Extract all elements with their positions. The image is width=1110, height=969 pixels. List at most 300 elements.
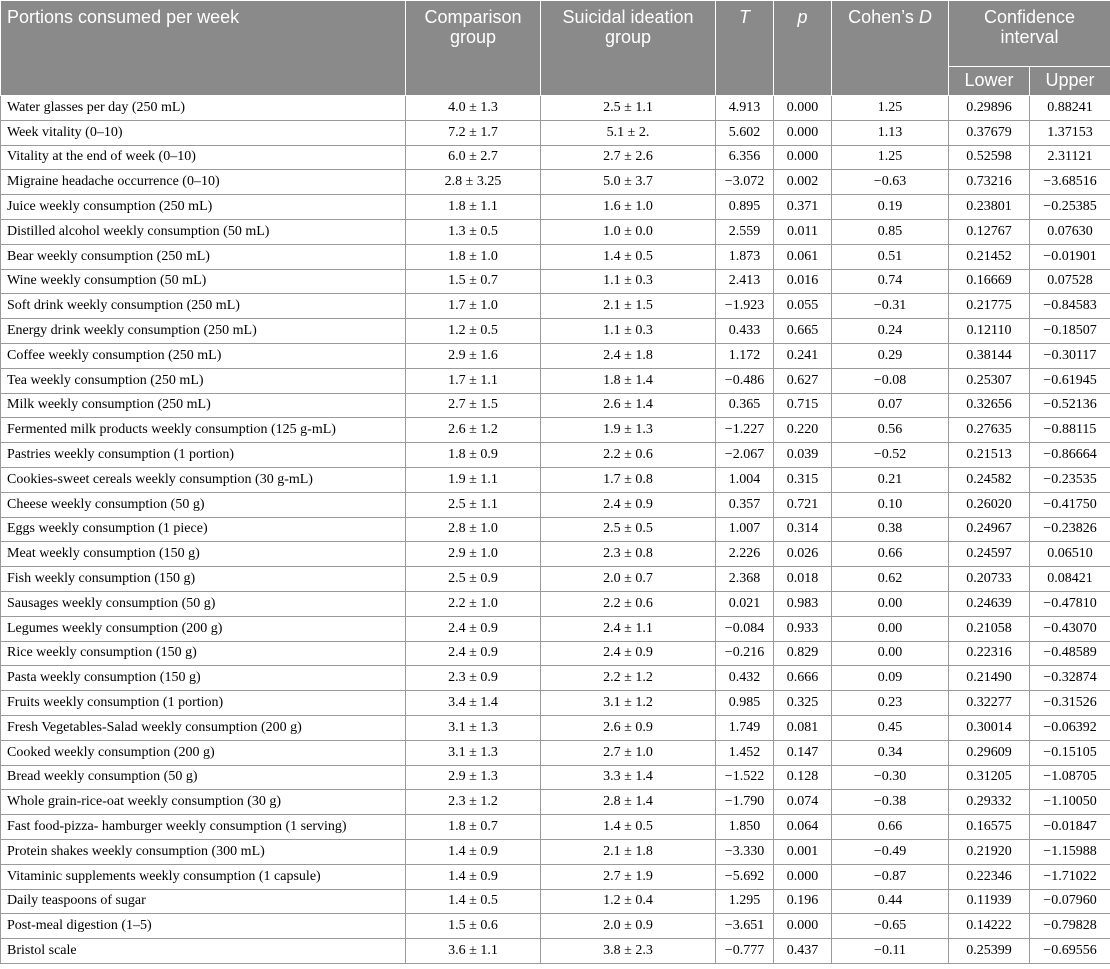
t-value: −2.067 <box>716 443 774 468</box>
table-header <box>1 1 1110 96</box>
ci-upper-value: 0.88241 <box>1030 96 1110 121</box>
comparison-value: 1.2 ± 0.5 <box>406 319 541 344</box>
ci-upper-value: −1.10050 <box>1030 790 1110 815</box>
row-label: Eggs weekly consumption (1 piece) <box>1 517 406 542</box>
suicidal-value: 1.4 ± 0.5 <box>541 244 716 269</box>
p-value: 0.001 <box>774 839 832 864</box>
p-value: 0.000 <box>774 96 832 121</box>
ci-upper-value: 0.07528 <box>1030 269 1110 294</box>
cohens-d-value: 0.00 <box>832 591 949 616</box>
table-row <box>1 790 1110 815</box>
cohens-d-value: −0.87 <box>832 864 949 889</box>
ci-lower-value: 0.24582 <box>949 467 1030 492</box>
row-label: Bear weekly consumption (250 mL) <box>1 244 406 269</box>
ci-upper-value: −0.52136 <box>1030 393 1110 418</box>
p-value: 0.018 <box>774 567 832 592</box>
ci-lower-value: 0.30014 <box>949 715 1030 740</box>
comparison-value: 4.0 ± 1.3 <box>406 96 541 121</box>
suicidal-value: 5.0 ± 3.7 <box>541 170 716 195</box>
ci-upper-value: −0.25385 <box>1030 195 1110 220</box>
row-label: Protein shakes weekly consumption (300 mL) <box>1 839 406 864</box>
table-row <box>1 393 1110 418</box>
table-row <box>1 691 1110 716</box>
comparison-value: 1.4 ± 0.9 <box>406 864 541 889</box>
p-value: 0.371 <box>774 195 832 220</box>
comparison-value: 2.8 ± 3.25 <box>406 170 541 195</box>
ci-upper-value: −1.15988 <box>1030 839 1110 864</box>
ci-lower-value: 0.32656 <box>949 393 1030 418</box>
ci-upper-value: 2.31121 <box>1030 145 1110 170</box>
p-value: 0.983 <box>774 591 832 616</box>
t-value: 2.559 <box>716 219 774 244</box>
comparison-value: 2.2 ± 1.0 <box>406 591 541 616</box>
ci-lower-value: 0.14222 <box>949 914 1030 939</box>
cohens-d-value: 0.62 <box>832 567 949 592</box>
cohens-d-value: −0.31 <box>832 294 949 319</box>
suicidal-value: 3.3 ± 1.4 <box>541 765 716 790</box>
header-portions: Portions consumed per week <box>1 1 406 96</box>
table-row <box>1 443 1110 468</box>
suicidal-value: 2.1 ± 1.5 <box>541 294 716 319</box>
table-row <box>1 889 1110 914</box>
table-row <box>1 368 1110 393</box>
ci-upper-value: −0.06392 <box>1030 715 1110 740</box>
row-label: Water glasses per day (250 mL) <box>1 96 406 121</box>
table-row <box>1 616 1110 641</box>
p-value: 0.829 <box>774 641 832 666</box>
table-row <box>1 765 1110 790</box>
ci-lower-value: 0.25399 <box>949 939 1030 964</box>
ci-upper-value: −0.47810 <box>1030 591 1110 616</box>
cohens-d-value: 0.19 <box>832 195 949 220</box>
table-row <box>1 319 1110 344</box>
comparison-value: 2.5 ± 0.9 <box>406 567 541 592</box>
table-row <box>1 294 1110 319</box>
row-label: Juice weekly consumption (250 mL) <box>1 195 406 220</box>
row-label: Soft drink weekly consumption (250 mL) <box>1 294 406 319</box>
comparison-value: 2.7 ± 1.5 <box>406 393 541 418</box>
comparison-value: 1.8 ± 1.1 <box>406 195 541 220</box>
row-label: Whole grain-rice-oat weekly consumption (30 g) <box>1 790 406 815</box>
suicidal-value: 5.1 ± 2. <box>541 120 716 145</box>
comparison-value: 2.9 ± 1.6 <box>406 343 541 368</box>
comparison-value: 1.8 ± 0.9 <box>406 443 541 468</box>
comparison-value: 6.0 ± 2.7 <box>406 145 541 170</box>
ci-lower-value: 0.21775 <box>949 294 1030 319</box>
header-t: T <box>716 1 774 96</box>
ci-upper-value: −0.01901 <box>1030 244 1110 269</box>
ci-upper-value: −0.84583 <box>1030 294 1110 319</box>
comparison-value: 3.4 ± 1.4 <box>406 691 541 716</box>
comparison-value: 2.3 ± 1.2 <box>406 790 541 815</box>
p-value: 0.665 <box>774 319 832 344</box>
ci-upper-value: −0.86664 <box>1030 443 1110 468</box>
ci-lower-value: 0.23801 <box>949 195 1030 220</box>
t-value: 0.895 <box>716 195 774 220</box>
suicidal-value: 1.0 ± 0.0 <box>541 219 716 244</box>
cohens-d-value: 0.23 <box>832 691 949 716</box>
suicidal-value: 2.0 ± 0.9 <box>541 914 716 939</box>
row-label: Bristol scale <box>1 939 406 964</box>
row-label: Cooked weekly consumption (200 g) <box>1 740 406 765</box>
row-label: Sausages weekly consumption (50 g) <box>1 591 406 616</box>
suicidal-value: 2.8 ± 1.4 <box>541 790 716 815</box>
suicidal-value: 2.0 ± 0.7 <box>541 567 716 592</box>
ci-lower-value: 0.12767 <box>949 219 1030 244</box>
ci-upper-value: −0.79828 <box>1030 914 1110 939</box>
cohens-d-value: 1.25 <box>832 96 949 121</box>
table-row <box>1 96 1110 121</box>
p-value: 0.196 <box>774 889 832 914</box>
table-row <box>1 715 1110 740</box>
comparison-value: 3.1 ± 1.3 <box>406 740 541 765</box>
table-row <box>1 343 1110 368</box>
p-value: 0.315 <box>774 467 832 492</box>
row-label: Energy drink weekly consumption (250 mL) <box>1 319 406 344</box>
suicidal-value: 1.6 ± 1.0 <box>541 195 716 220</box>
ci-lower-value: 0.32277 <box>949 691 1030 716</box>
ci-lower-value: 0.29332 <box>949 790 1030 815</box>
t-value: 0.357 <box>716 492 774 517</box>
table-row <box>1 740 1110 765</box>
t-value: −1.522 <box>716 765 774 790</box>
ci-lower-value: 0.22316 <box>949 641 1030 666</box>
ci-upper-value: −0.01847 <box>1030 815 1110 840</box>
suicidal-value: 1.8 ± 1.4 <box>541 368 716 393</box>
ci-lower-value: 0.73216 <box>949 170 1030 195</box>
suicidal-value: 1.2 ± 0.4 <box>541 889 716 914</box>
table-row <box>1 864 1110 889</box>
table-body <box>1 96 1110 964</box>
cohens-d-value: 0.00 <box>832 641 949 666</box>
t-value: 1.749 <box>716 715 774 740</box>
row-label: Fruits weekly consumption (1 portion) <box>1 691 406 716</box>
cohens-d-value: −0.30 <box>832 765 949 790</box>
p-value: 0.147 <box>774 740 832 765</box>
comparison-value: 1.4 ± 0.9 <box>406 839 541 864</box>
ci-upper-value: −0.18507 <box>1030 319 1110 344</box>
table-row <box>1 542 1110 567</box>
p-value: 0.000 <box>774 914 832 939</box>
t-value: 1.873 <box>716 244 774 269</box>
table-row <box>1 145 1110 170</box>
cohens-d-value: 1.13 <box>832 120 949 145</box>
ci-upper-value: −0.88115 <box>1030 418 1110 443</box>
row-label: Rice weekly consumption (150 g) <box>1 641 406 666</box>
suicidal-value: 2.5 ± 0.5 <box>541 517 716 542</box>
ci-lower-value: 0.21058 <box>949 616 1030 641</box>
suicidal-value: 2.6 ± 1.4 <box>541 393 716 418</box>
suicidal-value: 2.5 ± 1.1 <box>541 96 716 121</box>
comparison-value: 3.6 ± 1.1 <box>406 939 541 964</box>
cohens-d-value: 0.07 <box>832 393 949 418</box>
row-label: Vitaminic supplements weekly consumption (1 capsule) <box>1 864 406 889</box>
comparison-value: 2.4 ± 0.9 <box>406 641 541 666</box>
t-value: 0.985 <box>716 691 774 716</box>
ci-lower-value: 0.37679 <box>949 120 1030 145</box>
comparison-value: 2.6 ± 1.2 <box>406 418 541 443</box>
cohens-d-value: 0.24 <box>832 319 949 344</box>
p-value: 0.011 <box>774 219 832 244</box>
ci-lower-value: 0.29609 <box>949 740 1030 765</box>
suicidal-value: 2.4 ± 1.1 <box>541 616 716 641</box>
suicidal-value: 2.4 ± 0.9 <box>541 492 716 517</box>
p-value: 0.026 <box>774 542 832 567</box>
ci-lower-value: 0.26020 <box>949 492 1030 517</box>
p-value: 0.064 <box>774 815 832 840</box>
cohens-d-value: −0.49 <box>832 839 949 864</box>
row-label: Migraine headache occurrence (0–10) <box>1 170 406 195</box>
p-value: 0.241 <box>774 343 832 368</box>
cohens-d-value: −0.63 <box>832 170 949 195</box>
row-label: Daily teaspoons of sugar <box>1 889 406 914</box>
t-value: −3.072 <box>716 170 774 195</box>
cohens-d-value: −0.38 <box>832 790 949 815</box>
ci-lower-value: 0.24597 <box>949 542 1030 567</box>
p-value: 0.074 <box>774 790 832 815</box>
ci-upper-value: 1.37153 <box>1030 120 1110 145</box>
ci-lower-value: 0.29896 <box>949 96 1030 121</box>
ci-upper-value: −0.30117 <box>1030 343 1110 368</box>
cohens-d-value: 0.51 <box>832 244 949 269</box>
header-lower: Lower <box>949 67 1030 96</box>
header-upper: Upper <box>1030 67 1110 96</box>
suicidal-value: 1.7 ± 0.8 <box>541 467 716 492</box>
table-row <box>1 815 1110 840</box>
t-value: −1.790 <box>716 790 774 815</box>
t-value: 0.365 <box>716 393 774 418</box>
ci-upper-value: −0.61945 <box>1030 368 1110 393</box>
comparison-value: 2.9 ± 1.0 <box>406 542 541 567</box>
cohens-d-value: 0.38 <box>832 517 949 542</box>
row-label: Cookies-sweet cereals weekly consumption (30 g-mL) <box>1 467 406 492</box>
table-row <box>1 195 1110 220</box>
table-row <box>1 120 1110 145</box>
ci-lower-value: 0.21920 <box>949 839 1030 864</box>
p-value: 0.437 <box>774 939 832 964</box>
ci-lower-value: 0.12110 <box>949 319 1030 344</box>
p-value: 0.721 <box>774 492 832 517</box>
p-value: 0.000 <box>774 145 832 170</box>
comparison-value: 3.1 ± 1.3 <box>406 715 541 740</box>
ci-upper-value: −0.48589 <box>1030 641 1110 666</box>
suicidal-value: 1.1 ± 0.3 <box>541 319 716 344</box>
ci-upper-value: 0.07630 <box>1030 219 1110 244</box>
comparison-value: 2.3 ± 0.9 <box>406 666 541 691</box>
p-value: 0.933 <box>774 616 832 641</box>
t-value: −3.330 <box>716 839 774 864</box>
ci-lower-value: 0.52598 <box>949 145 1030 170</box>
table-row <box>1 666 1110 691</box>
comparison-value: 1.9 ± 1.1 <box>406 467 541 492</box>
row-label: Fermented milk products weekly consumption (125 g-mL) <box>1 418 406 443</box>
suicidal-value: 3.8 ± 2.3 <box>541 939 716 964</box>
table-row <box>1 641 1110 666</box>
t-value: 0.433 <box>716 319 774 344</box>
ci-upper-value: −3.68516 <box>1030 170 1110 195</box>
t-value: 1.850 <box>716 815 774 840</box>
cohens-d-value: −0.65 <box>832 914 949 939</box>
p-value: 0.314 <box>774 517 832 542</box>
table-row <box>1 219 1110 244</box>
row-label: Wine weekly consumption (50 mL) <box>1 269 406 294</box>
ci-lower-value: 0.22346 <box>949 864 1030 889</box>
p-value: 0.128 <box>774 765 832 790</box>
table-row <box>1 244 1110 269</box>
table-row <box>1 517 1110 542</box>
suicidal-value: 3.1 ± 1.2 <box>541 691 716 716</box>
ci-upper-value: −0.15105 <box>1030 740 1110 765</box>
suicidal-value: 1.4 ± 0.5 <box>541 815 716 840</box>
ci-lower-value: 0.20733 <box>949 567 1030 592</box>
t-value: −0.216 <box>716 641 774 666</box>
row-label: Milk weekly consumption (250 mL) <box>1 393 406 418</box>
cohens-d-value: 0.00 <box>832 616 949 641</box>
p-value: 0.061 <box>774 244 832 269</box>
row-label: Fresh Vegetables-Salad weekly consumption (200 g) <box>1 715 406 740</box>
p-value: 0.039 <box>774 443 832 468</box>
comparison-value: 1.8 ± 1.0 <box>406 244 541 269</box>
cohens-d-value: 0.45 <box>832 715 949 740</box>
table-row <box>1 467 1110 492</box>
cohens-d-value: 0.85 <box>832 219 949 244</box>
row-label: Distilled alcohol weekly consumption (50 mL) <box>1 219 406 244</box>
row-label: Fish weekly consumption (150 g) <box>1 567 406 592</box>
cohens-d-value: −0.11 <box>832 939 949 964</box>
row-label: Pastries weekly consumption (1 portion) <box>1 443 406 468</box>
p-value: 0.081 <box>774 715 832 740</box>
table-row <box>1 839 1110 864</box>
comparison-value: 7.2 ± 1.7 <box>406 120 541 145</box>
comparison-value: 1.5 ± 0.6 <box>406 914 541 939</box>
table-row <box>1 492 1110 517</box>
ci-upper-value: −0.23826 <box>1030 517 1110 542</box>
comparison-value: 2.9 ± 1.3 <box>406 765 541 790</box>
suicidal-value: 2.4 ± 0.9 <box>541 641 716 666</box>
cohens-d-value: 0.29 <box>832 343 949 368</box>
ci-upper-value: −0.31526 <box>1030 691 1110 716</box>
cohens-d-value: 0.74 <box>832 269 949 294</box>
cohens-d-value: −0.08 <box>832 368 949 393</box>
t-value: −0.084 <box>716 616 774 641</box>
table-row <box>1 567 1110 592</box>
cohens-d-value: 0.56 <box>832 418 949 443</box>
comparison-value: 2.4 ± 0.9 <box>406 616 541 641</box>
t-value: 2.413 <box>716 269 774 294</box>
suicidal-value: 2.2 ± 0.6 <box>541 443 716 468</box>
suicidal-value: 2.1 ± 1.8 <box>541 839 716 864</box>
row-label: Fast food-pizza- hamburger weekly consumption (1 serving) <box>1 815 406 840</box>
t-value: 2.226 <box>716 542 774 567</box>
suicidal-value: 2.7 ± 1.9 <box>541 864 716 889</box>
p-value: 0.002 <box>774 170 832 195</box>
t-value: −0.777 <box>716 939 774 964</box>
comparison-value: 1.4 ± 0.5 <box>406 889 541 914</box>
p-value: 0.000 <box>774 120 832 145</box>
t-value: 0.021 <box>716 591 774 616</box>
suicidal-value: 1.9 ± 1.3 <box>541 418 716 443</box>
suicidal-value: 1.1 ± 0.3 <box>541 269 716 294</box>
row-label: Bread weekly consumption (50 g) <box>1 765 406 790</box>
row-label: Week vitality (0–10) <box>1 120 406 145</box>
row-label: Meat weekly consumption (150 g) <box>1 542 406 567</box>
t-value: −1.923 <box>716 294 774 319</box>
p-value: 0.220 <box>774 418 832 443</box>
table-row <box>1 418 1110 443</box>
comparison-value: 1.7 ± 1.1 <box>406 368 541 393</box>
ci-upper-value: −0.07960 <box>1030 889 1110 914</box>
p-value: 0.055 <box>774 294 832 319</box>
cohens-d-value: 1.25 <box>832 145 949 170</box>
header-comparison-group: Comparison group <box>406 1 541 96</box>
t-value: −1.227 <box>716 418 774 443</box>
p-value: 0.666 <box>774 666 832 691</box>
p-value: 0.000 <box>774 864 832 889</box>
ci-upper-value: −1.71022 <box>1030 864 1110 889</box>
suicidal-value: 2.7 ± 2.6 <box>541 145 716 170</box>
cohens-d-value: 0.66 <box>832 542 949 567</box>
ci-lower-value: 0.11939 <box>949 889 1030 914</box>
ci-lower-value: 0.27635 <box>949 418 1030 443</box>
ci-lower-value: 0.31205 <box>949 765 1030 790</box>
ci-lower-value: 0.25307 <box>949 368 1030 393</box>
t-value: 1.295 <box>716 889 774 914</box>
t-value: −3.651 <box>716 914 774 939</box>
comparison-value: 1.3 ± 0.5 <box>406 219 541 244</box>
ci-lower-value: 0.24639 <box>949 591 1030 616</box>
t-value: 1.004 <box>716 467 774 492</box>
table-row <box>1 269 1110 294</box>
p-value: 0.016 <box>774 269 832 294</box>
cohens-d-value: 0.44 <box>832 889 949 914</box>
t-value: 5.602 <box>716 120 774 145</box>
ci-upper-value: −0.69556 <box>1030 939 1110 964</box>
row-label: Legumes weekly consumption (200 g) <box>1 616 406 641</box>
ci-lower-value: 0.21490 <box>949 666 1030 691</box>
t-value: 1.007 <box>716 517 774 542</box>
t-value: 1.172 <box>716 343 774 368</box>
ci-lower-value: 0.16575 <box>949 815 1030 840</box>
p-value: 0.325 <box>774 691 832 716</box>
comparison-value: 2.5 ± 1.1 <box>406 492 541 517</box>
cohens-d-value: 0.34 <box>832 740 949 765</box>
cohens-d-value: 0.10 <box>832 492 949 517</box>
ci-upper-value: 0.08421 <box>1030 567 1110 592</box>
t-value: 1.452 <box>716 740 774 765</box>
row-label: Coffee weekly consumption (250 mL) <box>1 343 406 368</box>
table-row <box>1 170 1110 195</box>
t-value: 2.368 <box>716 567 774 592</box>
header-cohens-d: Cohen’s D <box>832 1 949 96</box>
row-label: Pasta weekly consumption (150 g) <box>1 666 406 691</box>
ci-lower-value: 0.16669 <box>949 269 1030 294</box>
ci-upper-value: 0.06510 <box>1030 542 1110 567</box>
row-label: Vitality at the end of week (0–10) <box>1 145 406 170</box>
suicidal-value: 2.6 ± 0.9 <box>541 715 716 740</box>
ci-lower-value: 0.38144 <box>949 343 1030 368</box>
suicidal-value: 2.7 ± 1.0 <box>541 740 716 765</box>
t-value: −0.486 <box>716 368 774 393</box>
ci-upper-value: −1.08705 <box>1030 765 1110 790</box>
comparison-value: 1.5 ± 0.7 <box>406 269 541 294</box>
t-value: 6.356 <box>716 145 774 170</box>
ci-upper-value: −0.23535 <box>1030 467 1110 492</box>
table-row <box>1 914 1110 939</box>
suicidal-value: 2.2 ± 1.2 <box>541 666 716 691</box>
header-suicidal-ideation-group: Suicidal ideation group <box>541 1 716 96</box>
table-row <box>1 939 1110 964</box>
p-value: 0.715 <box>774 393 832 418</box>
